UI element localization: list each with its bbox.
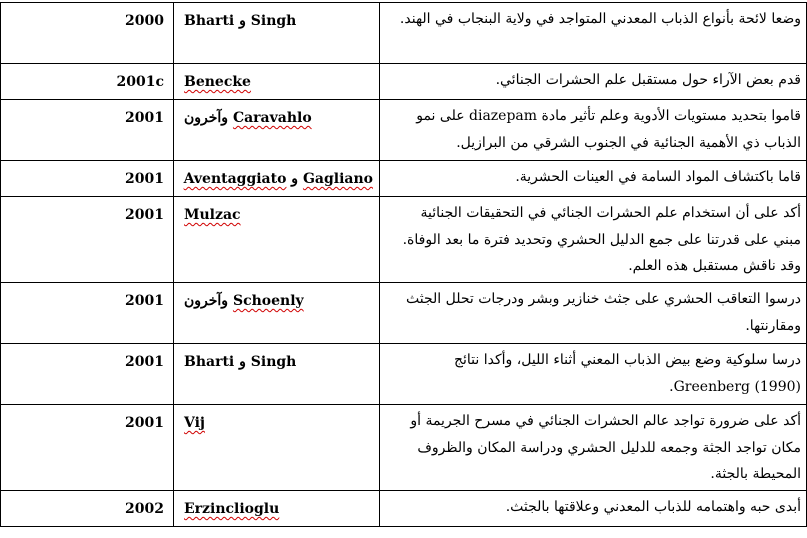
table-row (1, 491, 807, 527)
author-name: Caravahlo (232, 110, 312, 126)
author-name: Mulzac (184, 207, 241, 223)
table-row (1, 64, 807, 100)
year-cell: 2001 (1, 161, 174, 197)
author-connector: وآخرون (184, 293, 233, 309)
author-connector: Bharti (184, 354, 235, 370)
authors-text (184, 413, 205, 433)
year-cell: 2001 (1, 344, 174, 405)
author-name: Vij (184, 415, 205, 431)
description-cell: وضعا لائحة بأنواع الذباب المعدني المتواجد في ولاية البنجاب في الهند. (380, 3, 807, 64)
description-cell: درسا سلوكية وضع بيض الذباب المعني أثناء الليل، وأكدا نتائج Greenberg (1990). (380, 344, 807, 405)
year-cell: 2001 (1, 197, 174, 283)
authors-cell (174, 405, 380, 491)
table-row (1, 283, 807, 344)
description-cell: درسوا التعاقب الحشري على جثث خنازير وبشر ودرجات تحلل الجثث ومقارنتها. (380, 283, 807, 344)
description-cell: أبدى حبه واهتمامه للذباب المعدني وعلاقتها بالجثث. (380, 491, 807, 527)
author-connector: Bharti (184, 13, 235, 29)
author-connector: و (234, 13, 251, 29)
year-cell: 2000 (1, 3, 174, 64)
table-row (1, 100, 807, 161)
description-cell: قدم بعض الآراء حول مستقبل علم الحشرات الجنائي. (380, 64, 807, 100)
authors-cell (174, 197, 380, 283)
year-cell: 2002 (1, 491, 174, 527)
author-connector: و (286, 171, 303, 187)
author-name: Gagliano (302, 171, 373, 187)
authors-text (184, 291, 304, 311)
table-row (1, 405, 807, 491)
authors-text (184, 205, 241, 225)
authors-cell (174, 161, 380, 197)
authors-text (184, 11, 296, 31)
author-name: Erzinclioglu (184, 501, 280, 517)
table-row (1, 3, 807, 64)
authors-cell (174, 3, 380, 64)
authors-cell (174, 64, 380, 100)
author-name: Schoenly (232, 293, 304, 309)
authors-text (184, 352, 296, 372)
authors-text (184, 169, 373, 189)
year-cell: 2001 (1, 283, 174, 344)
authors-text (184, 499, 279, 519)
year-cell: 2001 (1, 100, 174, 161)
description-cell: أكد على ضرورة تواجد عالم الحشرات الجنائي في مسرح الجريمة أو مكان تواجد الجثة وجمعه للدليل الحشري ودراسة المكان والظروف المحيطة بالجثة. (380, 405, 807, 491)
description-cell: أكد على أن استخدام علم الحشرات الجنائي في التحقيقات الجنائية مبني على قدرتنا على جمع الدليل الحشري وتحديد فترة ما بعد الوفاة. وقد ناقش مستقبل هذه العلم. (380, 197, 807, 283)
author-connector: وآخرون (184, 110, 233, 126)
table-row (1, 197, 807, 283)
author-name: Benecke (184, 74, 251, 90)
table-row (1, 344, 807, 405)
authors-cell (174, 100, 380, 161)
authors-cell (174, 491, 380, 527)
year-cell: 2001 (1, 405, 174, 491)
authors-text (184, 72, 251, 92)
description-cell: قاموا بتحديد مستويات الأدوية وعلم تأثير مادة diazepam على نمو الذباب ذي الأهمية الجنائية في الجنوب الشرقي من البرازيل. (380, 100, 807, 161)
description-cell: قاما باكتشاف المواد السامة في العينات الحشرية. (380, 161, 807, 197)
authors-cell (174, 283, 380, 344)
author-connector: Singh (250, 354, 297, 370)
year-cell: 2001c (1, 64, 174, 100)
table-row (1, 161, 807, 197)
author-name: Aventaggiato (183, 171, 287, 187)
author-connector: Singh (250, 13, 297, 29)
authors-cell (174, 344, 380, 405)
author-connector: و (234, 354, 251, 370)
authors-text (184, 108, 312, 128)
literature-table (0, 2, 807, 527)
